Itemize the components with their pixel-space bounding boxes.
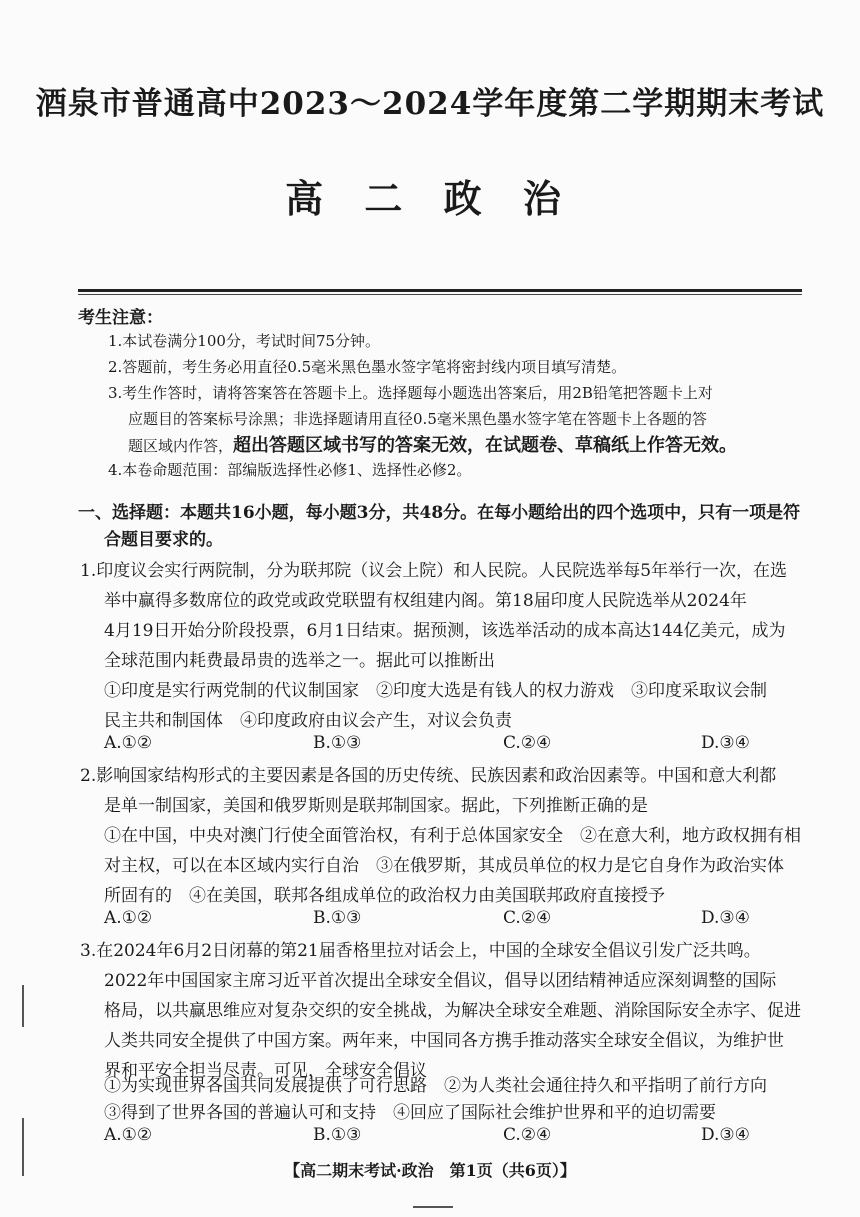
q3-option-c: C.②④: [503, 1125, 552, 1145]
q1-line: 民主共和制国体 ④印度政府由议会产生，对议会负责: [104, 711, 512, 731]
bottom-edge-mark: [413, 1206, 453, 1208]
q3-line: 3.在2024年6月2日闭幕的第21届香格里拉对话会上，中国的全球安全倡议引发广泛共鸣。: [80, 941, 761, 961]
q3-line: 人类共同安全提供了中国方案。两年来，中国同各方携手推动落实全球安全倡议，为维护世: [104, 1031, 784, 1051]
q2-option-a: A.①②: [104, 908, 153, 928]
header-divider-thin: [78, 294, 802, 295]
q2-line: 2.影响国家结构形式的主要因素是各国的历史传统、民族因素和政治因素等。中国和意大利都: [80, 766, 777, 786]
q2-option-c: C.②④: [503, 908, 552, 928]
page-footer: 【高二期末考试·政治 第1页（共6页）】: [284, 1161, 576, 1180]
notice-item-2: 2.答题前，考生务必用直径0.5毫米黑色墨水签字笔将密封线内项目填写清楚。: [108, 358, 627, 376]
notice-item-1: 1.本试卷满分100分，考试时间75分钟。: [108, 332, 381, 350]
q1-option-a: A.①②: [104, 733, 153, 753]
q1-line: 全球范围内耗费最昂贵的选举之一。据此可以推断出: [104, 651, 495, 671]
q1-line: 4月19日开始分阶段投票，6月1日结束。据预测，该选举活动的成本高达144亿美元，成为: [104, 621, 786, 641]
q3-line: ③得到了世界各国的普遍认可和支持 ④回应了国际社会维护世界和平的迫切需要: [104, 1103, 716, 1123]
q3-option-d: D.③④: [701, 1125, 750, 1145]
q3-line: 界和平安全担当尽责。可见，全球安全倡议: [104, 1061, 427, 1081]
notice-item-3-line-1: 3.考生作答时，请将答案答在答题卡上。选择题每小题选出答案后，用2B铅笔把答题卡上对: [108, 384, 713, 402]
q1-option-c: C.②④: [503, 733, 552, 753]
q2-line: 是单一制国家，美国和俄罗斯则是联邦制国家。据此，下列推断正确的是: [104, 796, 648, 816]
header-divider: [78, 289, 802, 292]
q2-line: ①在中国，中央对澳门行使全面管治权，有利于总体国家安全 ②在意大利，地方政权拥有相: [104, 826, 801, 846]
q2-line: 所固有的 ④在美国，联邦各组成单位的政治权力由美国联邦政府直接授予: [104, 886, 665, 906]
notice-title: 考生注意：: [78, 308, 163, 328]
q3-line: 2022年中国国家主席习近平首次提出全球安全倡议，倡导以团结精神适应深刻调整的国际: [104, 971, 777, 991]
notice-item-3-line-2: 应题目的答案标号涂黑；非选择题请用直径0.5毫米黑色墨水签字笔在答题卡上各题的答: [128, 410, 707, 428]
notice-item-4: 4.本卷命题范围：部编版选择性必修1、选择性必修2。: [108, 461, 472, 479]
binding-line-mark: [22, 985, 24, 1027]
q2-option-d: D.③④: [701, 908, 750, 928]
q3-line: 格局，以共赢思维应对复杂交织的安全挑战，为解决全球安全难题、消除国际安全赤字、促进: [104, 1001, 801, 1021]
q1-option-d: D.③④: [701, 733, 750, 753]
exam-title: 酒泉市普通高中2023～2024学年度第二学期期末考试: [35, 86, 825, 122]
subject-title: 高 二 政 治: [285, 176, 575, 221]
q2-line: 对主权，可以在本区域内实行自治 ③在俄罗斯，其成员单位的权力是它自身作为政治实体: [104, 856, 784, 876]
q1-line: 1.印度议会实行两院制，分为联邦院（议会上院）和人民院。人民院选举每5年举行一次，在选: [80, 561, 788, 581]
notice-item-3-text: 题区域内作答，: [128, 437, 234, 455]
q3-option-b: B.①③: [313, 1125, 362, 1145]
section-header-line-1: 一、选择题：本题共16小题，每小题3分，共48分。在每小题给出的四个选项中，只有一项是符: [78, 503, 801, 523]
section-header-line-2: 合题目要求的。: [104, 530, 223, 550]
notice-warning: 超出答题区域书写的答案无效，在试题卷、草稿纸上作答无效。: [233, 435, 738, 456]
q2-option-b: B.①③: [313, 908, 362, 928]
q1-line: ①印度是实行两党制的代议制国家 ②印度大选是有钱人的权力游戏 ③印度采取议会制: [104, 681, 767, 701]
q3-line: ①为实现世界各国共同发展提供了可行思路 ②为人类社会通往持久和平指明了前行方向: [104, 1076, 767, 1096]
q3-option-a: A.①②: [104, 1125, 153, 1145]
notice-item-3-line-3: [128, 431, 737, 457]
q1-option-b: B.①③: [313, 733, 362, 753]
q1-line: 举中赢得多数席位的政党或政党联盟有权组建内阁。第18届印度人民院选举从2024年: [104, 591, 747, 611]
